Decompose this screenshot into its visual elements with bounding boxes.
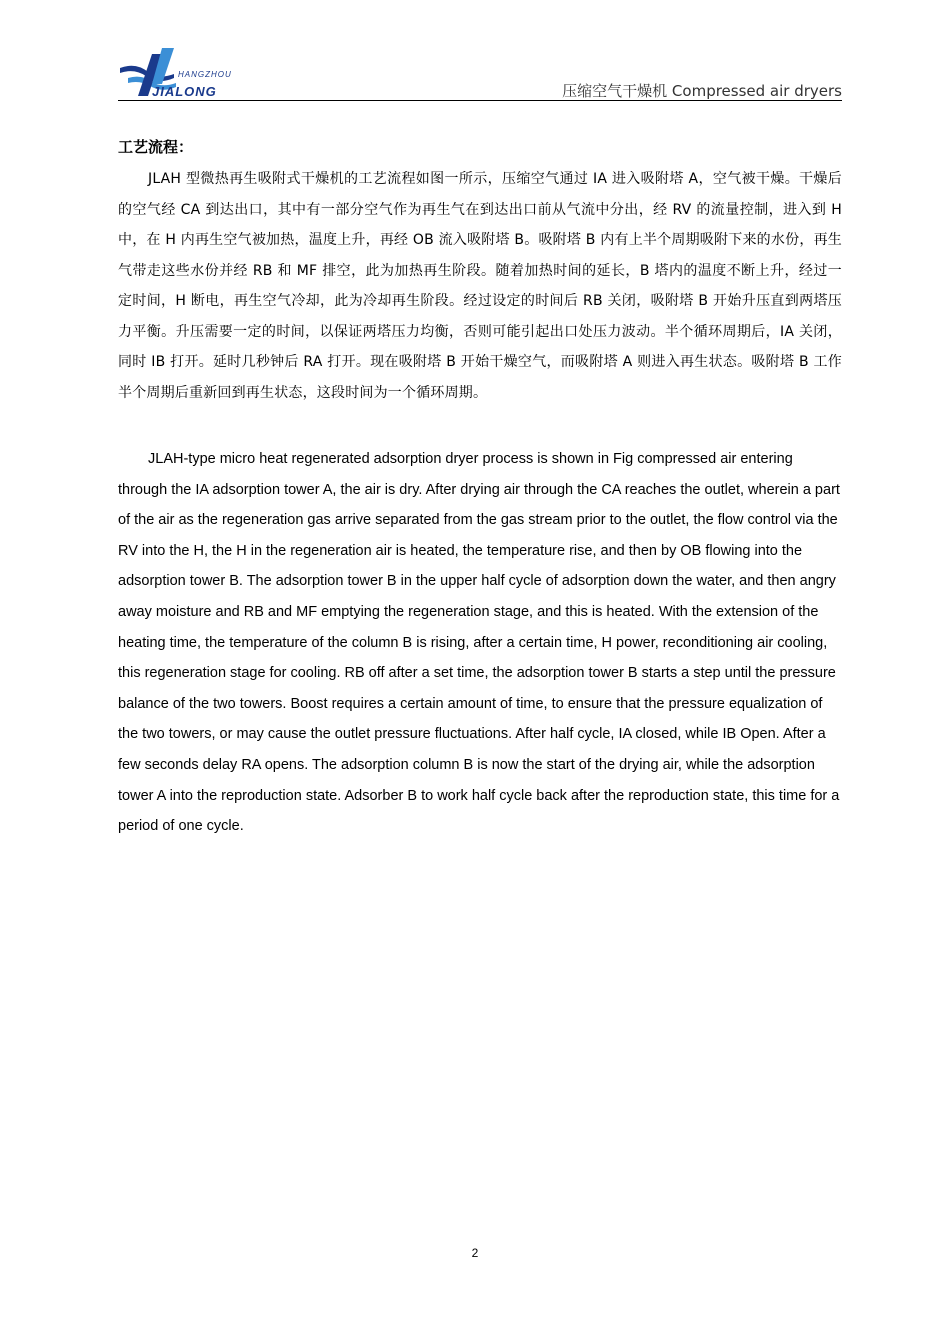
page-content bbox=[118, 134, 842, 842]
paragraph-english: JLAH-type micro heat regenerated adsorption dryer process is shown in Fig compressed air entering through the IA adsorption tower A, the air is dry. After drying air through the CA reaches the outlet, wherein a part of the air as the regeneration gas arrive separated from the gas stream prior to the outlet, the flow control via the RV into the H, the H in the regeneration air is heated, the temperature rise, and then by OB flowing into the adsorption tower B. The adsorption tower B in the upper half cycle of adsorption down the water, and then angry away moisture and RB and MF emptying the regeneration stage, and this is heated. With the extension of the heating time, the temperature of the column B is rising, after a certain time, H power, reconditioning air cooling, this regeneration stage for cooling. RB off after a set time, the adsorption tower B starts a step until the pressure balance of the two towers. Boost requires a certain amount of time, to ensure that the pressure equalization of the two towers, or may cause the outlet pressure fluctuations. After half cycle, IA closed, while IB Open. After a few seconds delay RA opens. The adsorption column B is now the start of the drying air, while the adsorption tower A into the reproduction state. Adsorber B to work half cycle back after the reproduction state, this time for a period of one cycle. bbox=[118, 451, 840, 835]
page-number: 2 bbox=[471, 1246, 479, 1260]
header-divider bbox=[118, 100, 842, 101]
page-header bbox=[118, 40, 842, 102]
header-title: 压缩空气干燥机 Compressed air dryers bbox=[562, 82, 842, 100]
logo-subtitle: HANGZHOU bbox=[178, 70, 232, 79]
logo-company-name: JIALONG bbox=[152, 84, 217, 99]
section-heading: 工艺流程： bbox=[118, 138, 194, 156]
company-logo bbox=[118, 48, 238, 102]
paragraph-chinese: JLAH 型微热再生吸附式干燥机的工艺流程如图一所示，压缩空气通过 IA 进入吸附塔 A，空气被干燥。干燥后的空气经 CA 到达出口，其中有一部分空气作为再生气在到达出口前从气流中分出，经 RV 的流量控制，进入到 H 中，在 H 内再生空气被加热，温度上升，再经 OB 流入吸附塔 B。吸附塔 B 内有上半个周期吸附下来的水份，再生气带走这些水份并经 RB 和 MF 排空，此为加热再生阶段。随着加热时间的延长，B 塔内的温度不断上升，经过一定时间，H 断电，再生空气冷却，此为冷却再生阶段。经过设定的时间后 RB 关闭，吸附塔 B 开始升压直到两塔压力平衡。升压需要一定的时间，以保证两塔压力均衡，否则可能引起出口处压力波动。半个循环周期后，IA 关闭，同时 IB 打开。延时几秒钟后 RA 打开。现在吸附塔 B 开始干燥空气，而吸附塔 A 则进入再生状态。吸附塔 B 工作半个周期后重新回到再生状态，这段时间为一个循环周期。 bbox=[118, 171, 842, 401]
